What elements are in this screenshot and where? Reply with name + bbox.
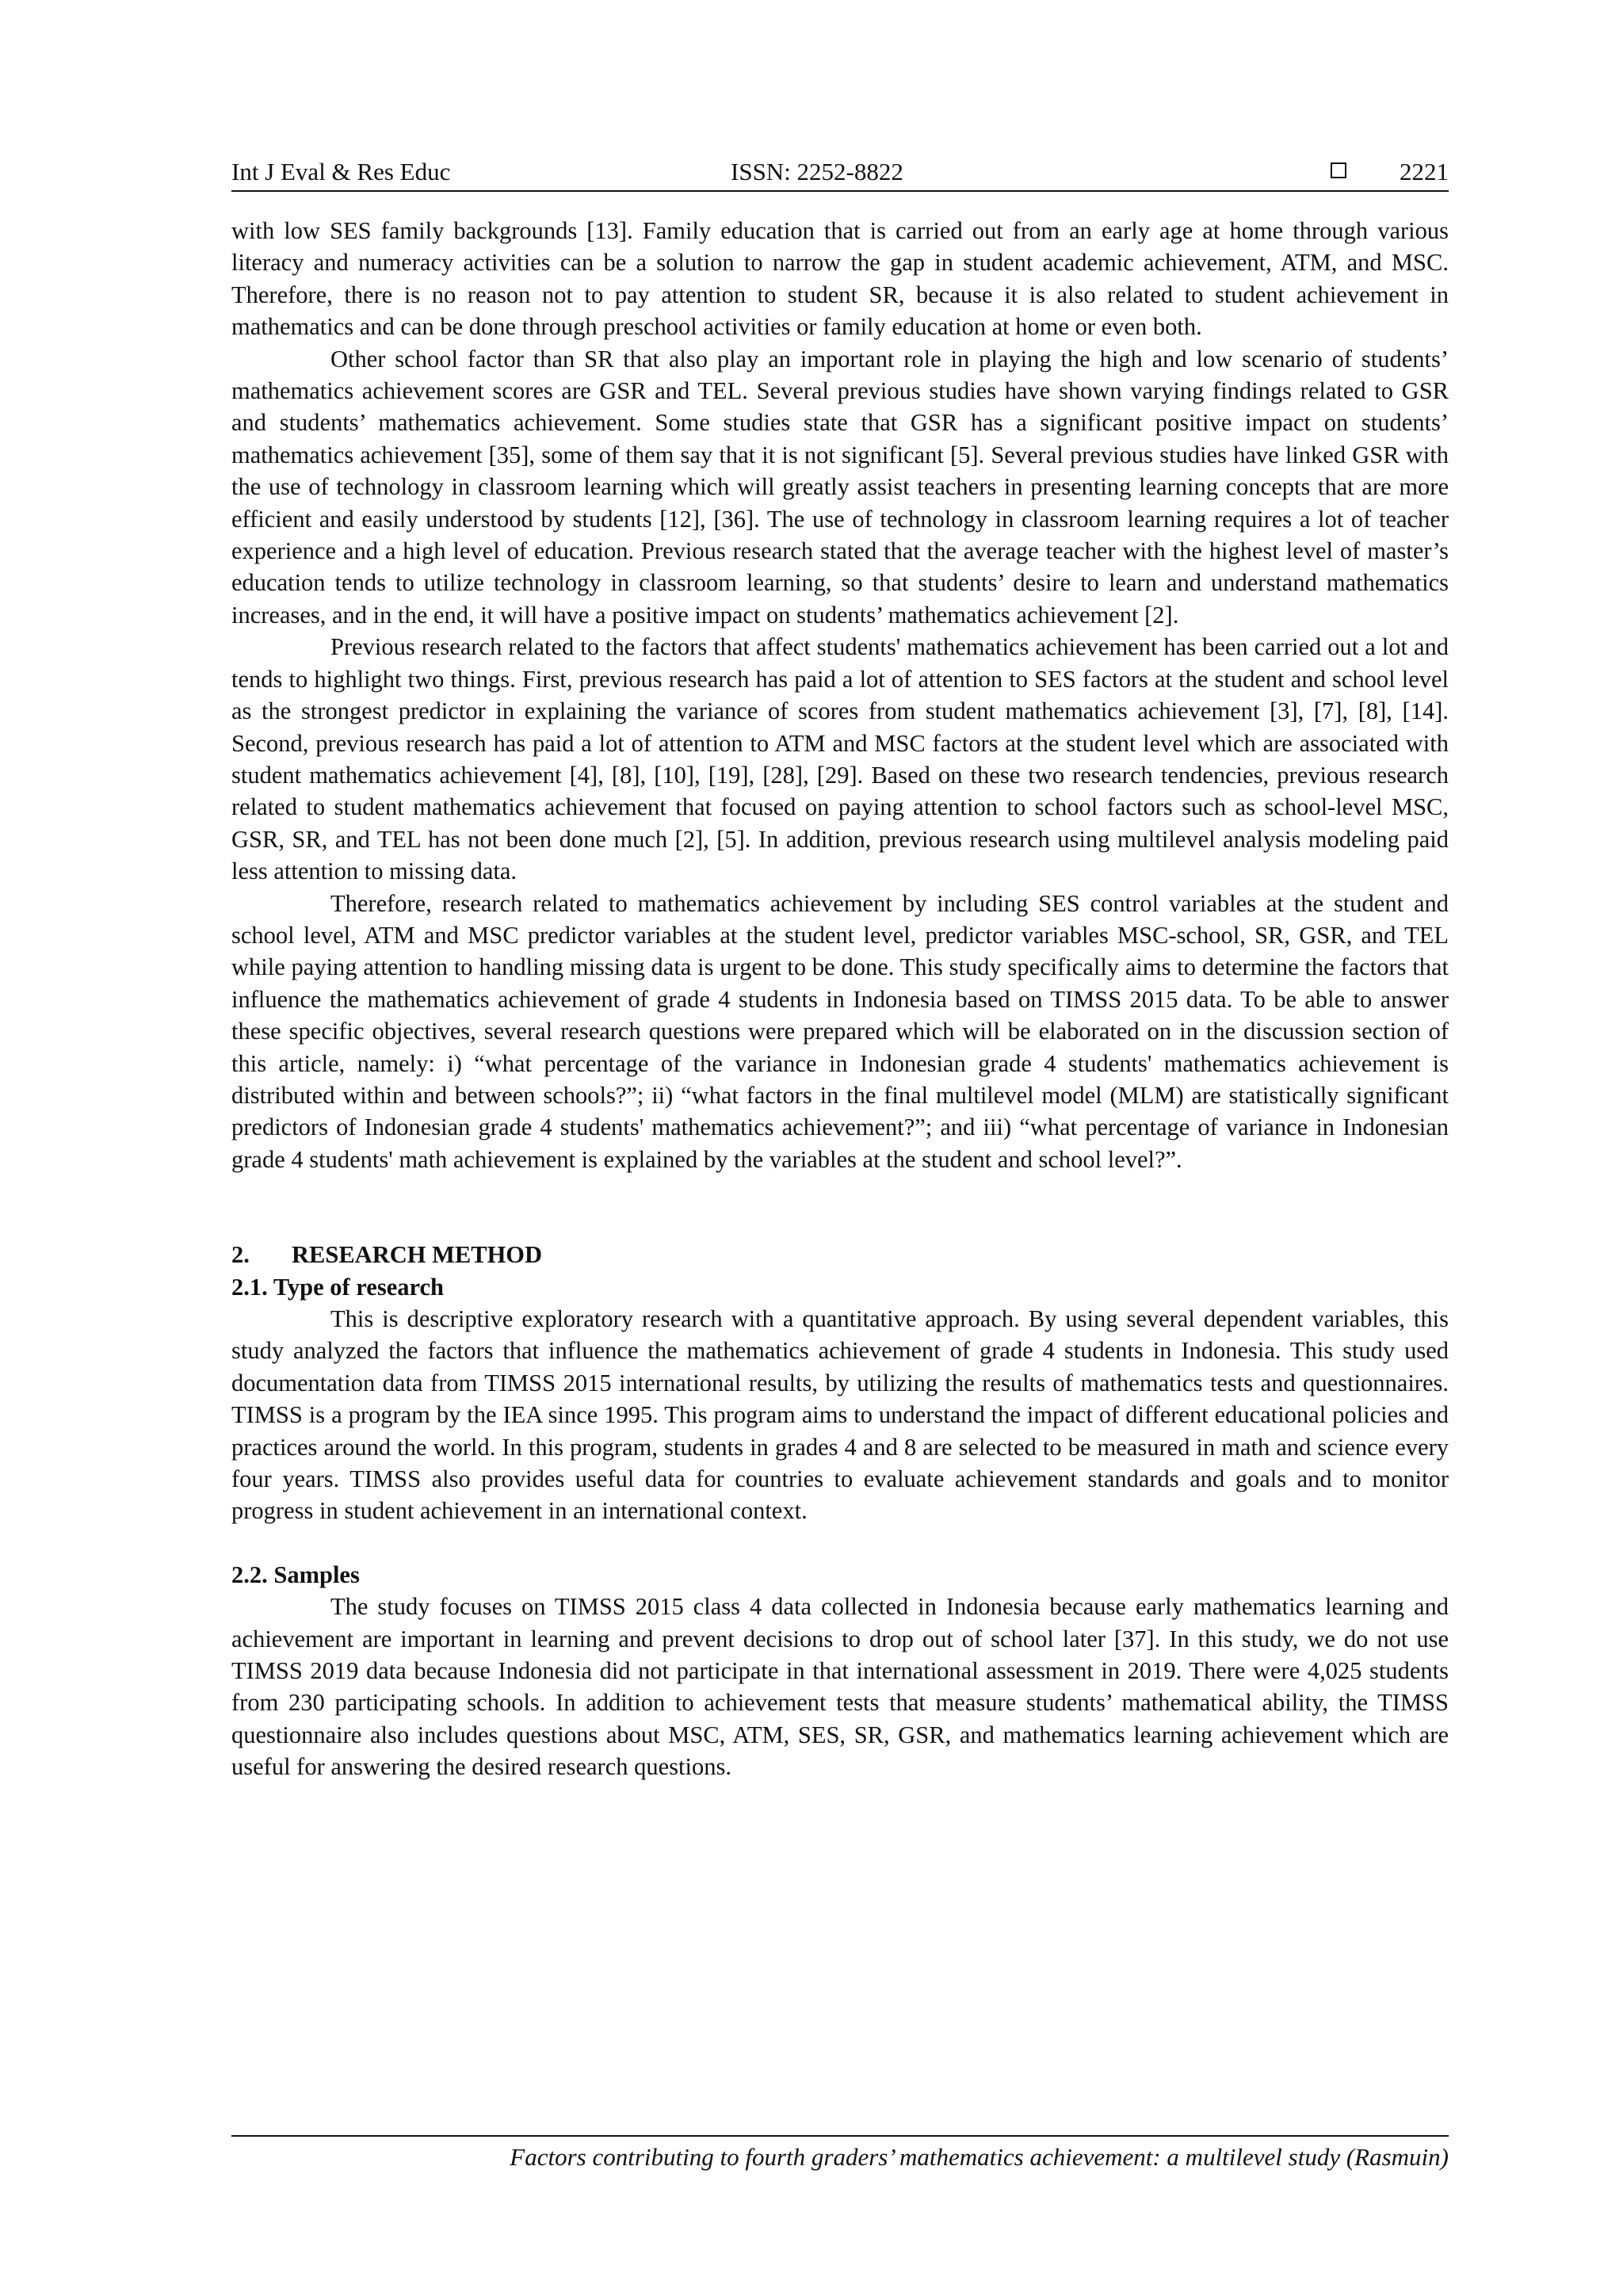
section-gap [231, 1175, 1449, 1239]
paragraph-3: Previous research related to the factors that affect students' mathematics achievement has been carried out a lot and tends to highlight two things. First, previous research has paid a lot of attention to SES factors at the student and school level as the strongest predictor in explaining the variance of scores from student mathematics achievement [3], [7], [8], [14]. Second, previous research has paid a lot of attention to ATM and MSC factors at the student level which are associated with student mathematics achievement [4], [8], [10], [19], [28], [29]. Based on these two research tendencies, previous research related to student mathematics achievement that focused on paying attention to school factors such as school-level MSC, GSR, SR, and TEL has not been done much [2], [5]. In addition, previous research using multilevel analysis modeling paid less attention to missing data. [231, 633, 1449, 885]
subsection-gap [231, 1527, 1449, 1559]
issn: ISSN: 2252-8822 [731, 158, 903, 185]
section-number: 2. [231, 1241, 250, 1269]
page-number: 2221 [1400, 158, 1449, 185]
paragraph-samples: The study focuses on TIMSS 2015 class 4 data collected in Indonesia because early mathematics learning and achievement are important in learning and prevent decisions to drop out of school later [37]. In this study, we do not use TIMSS 2019 data because Indonesia did not participate in that international assessment in 2019. There were 4,025 students from 230 participating schools. In addition to achievement tests that measure students’ mathematical ability, the TIMSS questionnaire also includes questions about MSC, ATM, SES, SR, GSR, and mathematics learning achievement which are useful for answering the desired research questions. [231, 1593, 1449, 1781]
paragraph-2: Other school factor than SR that also play an important role in playing the high and low scenario of students’ mathematics achievement scores are GSR and TEL. Several previous studies have shown varying findings related to GSR and students’ mathematics achievement. Some studies state that GSR has a significant positive impact on students’ mathematics achievement [35], some of them say that it is not significant [5]. Several previous studies have linked GSR with the use of technology in classroom learning which will greatly assist teachers in presenting learning concepts that are more efficient and easily understood by students [12], [36]. The use of technology in classroom learning requires a lot of teacher experience and a high level of education. Previous research stated that the average teacher with the highest level of master’s education tends to utilize technology in classroom learning, so that students’ desire to learn and understand mathematics increases, and in the end, it will have a positive impact on students’ mathematics achievement [2]. [231, 345, 1449, 628]
running-header [231, 154, 1449, 190]
paragraph-type-of-research: This is descriptive exploratory research with a quantitative approach. By using several dependent variables, this study analyzed the factors that influence the mathematics achievement of grade 4 students in Indonesia. This study used documentation data from TIMSS 2015 international results, by utilizing the results of mathematics tests and questionnaires. TIMSS is a program by the IEA since 1995. This program aims to understand the impact of different educational policies and practices around the world. In this program, students in grades 4 and 8 are selected to be measured in math and science every four years. TIMSS also provides useful data for countries to evaluate achievement standards and goals and to monitor progress in student achievement in an international context. [231, 1305, 1449, 1525]
square-icon [1331, 162, 1346, 178]
footer-rule [231, 2135, 1449, 2137]
section-title: RESEARCH METHOD [292, 1241, 543, 1269]
subsection-heading-type-of-research: 2.1. Type of research [231, 1273, 444, 1301]
running-footer: Factors contributing to fourth graders’ mathematics achievement: a multilevel study (Rasmuin) [510, 2143, 1449, 2171]
paragraph-4: Therefore, research related to mathematics achievement by including SES control variables at the student and school level, ATM and MSC predictor variables at the student level, predictor variables MSC-school, SR, GSR, and TEL while paying attention to handling missing data is urgent to be done. This study specifically aims to determine the factors that influence the mathematics achievement of grade 4 students in Indonesia based on TIMSS 2015 data. To be able to answer these specific objectives, several research questions were prepared which will be elaborated on in the discussion section of this article, namely: i) “what percentage of the variance in Indonesian grade 4 students' mathematics achievement is distributed within and between schools?”; ii) “what factors in the final multilevel model (MLM) are statistically significant predictors of Indonesian grade 4 students' mathematics achievement?”; and iii) “what percentage of variance in Indonesian grade 4 students' math achievement is explained by the variables at the student and school level?”. [231, 889, 1449, 1173]
section-heading [231, 1239, 1449, 1270]
paragraph-1: with low SES family backgrounds [13]. Family education that is carried out from an early age at home through various literacy and numeracy activities can be a solution to narrow the gap in student academic achievement, ATM, and MSC. Therefore, there is no reason not to pay attention to student SR, because it is also related to student achievement in mathematics and can be done through preschool activities or family education at home or even both. [231, 217, 1449, 341]
header-rule [231, 190, 1449, 192]
subsection-heading-samples: 2.2. Samples [231, 1561, 360, 1588]
journal-name: Int J Eval & Res Educ [231, 158, 451, 185]
body-text [231, 215, 1449, 1783]
